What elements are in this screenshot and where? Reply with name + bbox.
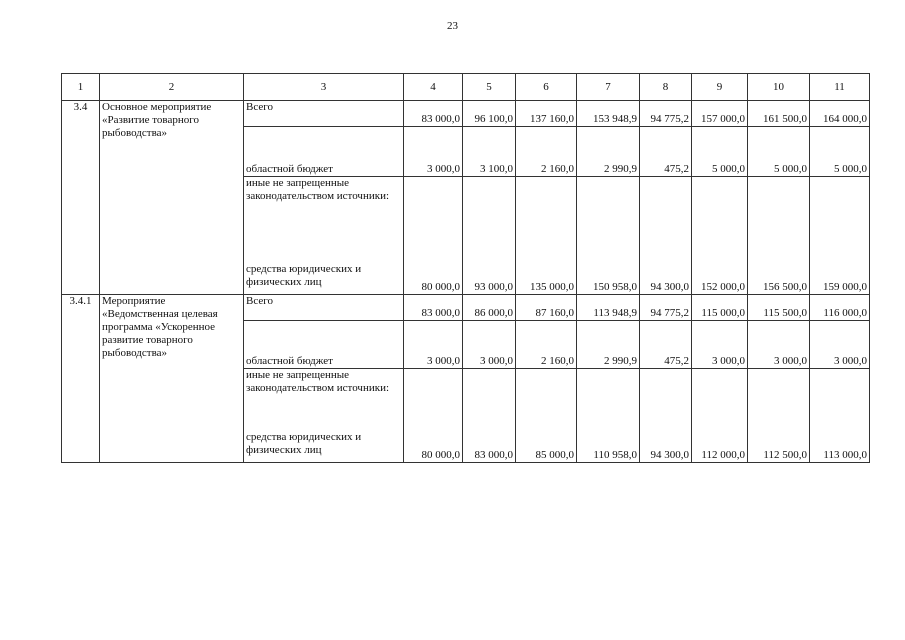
table-cell: 3 000,0 [404,127,463,177]
funding-source-note: иные не запрещенные законодательством источники: [246,369,390,394]
funding-source: средства юридических и физических лиц [246,431,362,456]
table-cell: 112 000,0 [692,369,748,463]
table-cell: 475,2 [640,321,692,369]
table-cell: 135 000,0 [516,177,577,295]
table-cell: 93 000,0 [463,177,516,295]
table-cell: 3 100,0 [463,127,516,177]
table-cell: 475,2 [640,127,692,177]
table-cell: 112 500,0 [748,369,810,463]
column-header: 3 [244,74,404,101]
funding-source-cell [244,369,404,463]
column-header: 10 [748,74,810,101]
table-row [62,101,870,127]
table-cell: 157 000,0 [692,101,748,127]
table-cell: 5 000,0 [692,127,748,177]
table-cell: 164 000,0 [810,101,870,127]
table-cell: 2 990,9 [577,127,640,177]
table-cell: 87 160,0 [516,295,577,321]
column-header: 8 [640,74,692,101]
table-cell: 83 000,0 [463,369,516,463]
funding-source: Всего [244,295,404,321]
table-cell: 153 948,9 [577,101,640,127]
item-number: 3.4.1 [62,295,100,463]
table-cell: 113 948,9 [577,295,640,321]
column-header: 7 [577,74,640,101]
table-cell: 80 000,0 [404,177,463,295]
table-cell: 161 500,0 [748,101,810,127]
table-cell: 2 990,9 [577,321,640,369]
funding-source: областной бюджет [244,321,404,369]
table-cell: 115 500,0 [748,295,810,321]
table-cell: 83 000,0 [404,101,463,127]
table-cell: 3 000,0 [404,321,463,369]
table-cell: 115 000,0 [692,295,748,321]
table-cell: 94 300,0 [640,369,692,463]
item-number: 3.4 [62,101,100,295]
column-header: 2 [100,74,244,101]
table-cell: 94 775,2 [640,101,692,127]
table-cell: 3 000,0 [748,321,810,369]
table-cell: 137 160,0 [516,101,577,127]
funding-source: областной бюджет [244,127,404,177]
column-header: 6 [516,74,577,101]
page-number: 23 [447,20,458,32]
table-cell: 2 160,0 [516,321,577,369]
table-cell: 2 160,0 [516,127,577,177]
table-cell: 85 000,0 [516,369,577,463]
table-cell: 110 958,0 [577,369,640,463]
column-header: 5 [463,74,516,101]
table-cell: 3 000,0 [692,321,748,369]
table-cell: 3 000,0 [810,321,870,369]
header-row [62,74,870,101]
table-cell: 94 300,0 [640,177,692,295]
column-header: 11 [810,74,870,101]
table-cell: 86 000,0 [463,295,516,321]
table-cell: 152 000,0 [692,177,748,295]
funding-source: средства юридических и физических лиц [246,263,362,288]
table-cell: 159 000,0 [810,177,870,295]
item-name: Основное мероприятие «Развитие товарного рыбоводства» [100,101,244,295]
table-cell: 96 100,0 [463,101,516,127]
table-cell: 3 000,0 [463,321,516,369]
funding-source-cell [244,177,404,295]
table-cell: 83 000,0 [404,295,463,321]
table-cell: 80 000,0 [404,369,463,463]
table-row [62,295,870,321]
table-cell: 156 500,0 [748,177,810,295]
table-cell: 94 775,2 [640,295,692,321]
table-cell: 113 000,0 [810,369,870,463]
table-cell: 150 958,0 [577,177,640,295]
budget-table [61,73,870,463]
item-name: Мероприятие «Ведомственная целевая программа «Ускоренное развитие товарного рыбоводства» [100,295,244,463]
table-cell: 116 000,0 [810,295,870,321]
table-cell: 5 000,0 [748,127,810,177]
column-header: 1 [62,74,100,101]
column-header: 4 [404,74,463,101]
funding-source: Всего [244,101,404,127]
funding-source-note: иные не запрещенные законодательством источники: [246,177,390,202]
table-cell: 5 000,0 [810,127,870,177]
column-header: 9 [692,74,748,101]
